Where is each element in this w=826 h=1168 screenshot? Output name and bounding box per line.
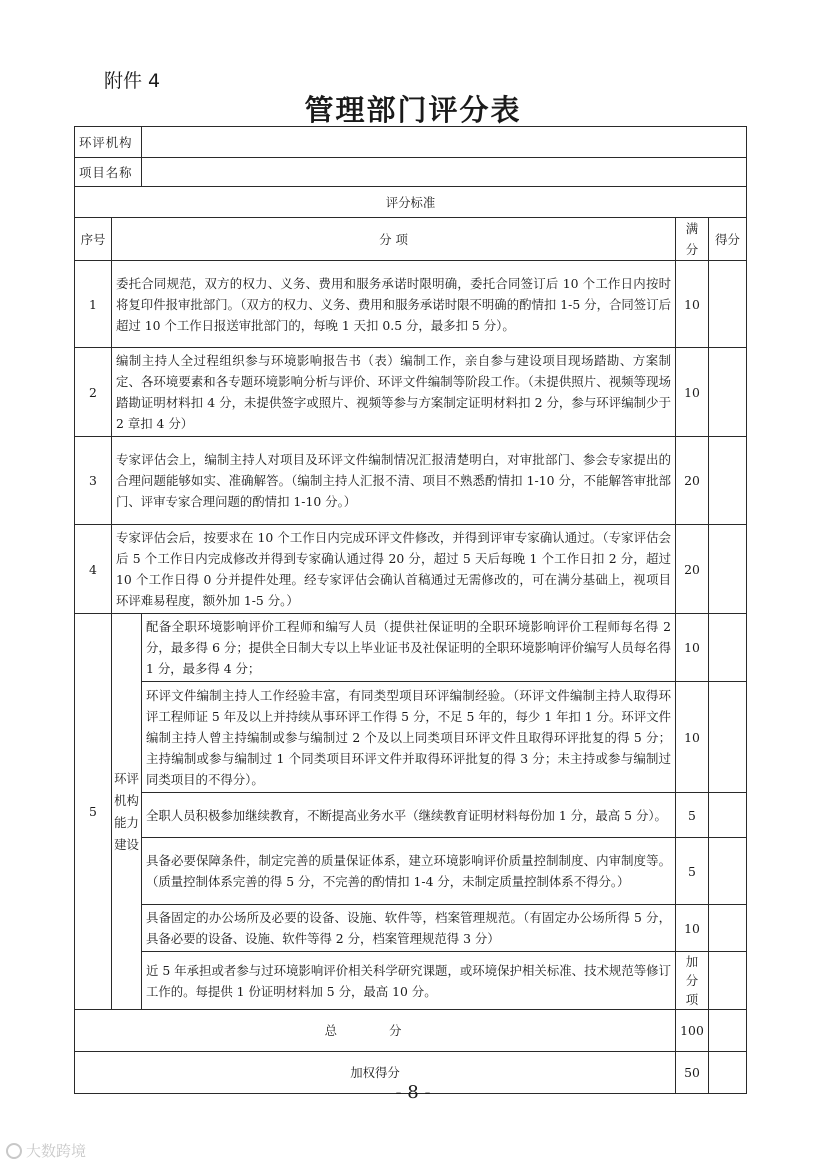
agency-field[interactable] [142, 127, 747, 158]
total-label: 总 分 [75, 1010, 676, 1052]
table-row [75, 525, 747, 614]
subitem-score-cell[interactable] [709, 614, 747, 682]
subitem-score-cell[interactable] [709, 838, 747, 905]
watermark-text: 大数跨境 [26, 1142, 87, 1160]
score-header: 得分 [709, 218, 747, 261]
table-row [75, 348, 747, 437]
row-item-text: 编制主持人全过程组织参与环境影响报告书（表）编制工作，亲自参与建设项目现场踏勘、方案制定、各环境要素和各专题环境影响分析与评价、环评文件编制等阶段工作。（未提供照片、视频等现场踏勘证明材料扣 4 分，未提供签字或照片、视频等参与方案制定证明材料扣 2 分，参与环评编制少于 2 章扣 4 分） [112, 348, 676, 437]
subitem-full-score: 10 [676, 682, 709, 793]
weighted-label: 加权得分 [75, 1052, 676, 1094]
total-score-cell[interactable] [709, 1010, 747, 1052]
item-header: 分 项 [112, 218, 676, 261]
row-seq: 5 [75, 614, 112, 1010]
subitem-full-score: 加分项 [676, 952, 709, 1010]
subitem-score-cell[interactable] [709, 682, 747, 793]
total-full-score: 100 [676, 1010, 709, 1052]
row-item-text: 委托合同规范，双方的权力、义务、费用和服务承诺时限明确，委托合同签订后 10 个工作日内按时将复印件报审批部门。（双方的权力、义务、费用和服务承诺时限不明确的酌情扣 1-5 分，合同签订后超过 10 个工作日报送审批部门的，每晚 1 天扣 0.5 分，最多扣 5 分）。 [112, 261, 676, 348]
subitem-full-score: 10 [676, 614, 709, 682]
watermark-logo-icon [6, 1143, 22, 1159]
row-seq: 4 [75, 525, 112, 614]
agency-label: 环评机构 [75, 127, 142, 158]
row-full-score: 10 [676, 348, 709, 437]
page-title: 管理部门评分表 [304, 93, 522, 127]
table-row [75, 793, 747, 838]
row-seq: 3 [75, 437, 112, 525]
row-full-score: 20 [676, 437, 709, 525]
subitem-text: 配备全职环境影响评价工程师和编写人员（提供社保证明的全职环境影响评价工程师每名得 2 分，最多得 6 分；提供全日制大专以上毕业证书及社保证明的全职环境影响评价编写人员每名得 1 分，最多得 4 分； [142, 614, 676, 682]
subitem-full-score: 5 [676, 793, 709, 838]
subitem-score-cell[interactable] [709, 905, 747, 952]
total-row [75, 1010, 747, 1052]
subitem-full-score: 10 [676, 905, 709, 952]
weighted-full-score: 50 [676, 1052, 709, 1094]
table-row [75, 682, 747, 793]
row-score-cell[interactable] [709, 437, 747, 525]
table-row [75, 261, 747, 348]
project-label: 项目名称 [75, 158, 142, 187]
score-table [74, 126, 747, 1094]
subitem-text: 具备固定的办公场所及必要的设备、设施、软件等，档案管理规范。（有固定办公场所得 5 分，具备必要的设备、设施、软件等得 2 分，档案管理规范得 3 分） [142, 905, 676, 952]
table-row [75, 437, 747, 525]
table-row [75, 614, 747, 682]
row-seq: 1 [75, 261, 112, 348]
project-field[interactable] [142, 158, 747, 187]
row-score-cell[interactable] [709, 261, 747, 348]
criteria-header: 评分标准 [75, 187, 747, 218]
row-item-text: 专家评估会后，按要求在 10 个工作日内完成环评文件修改，并得到评审专家确认通过。（专家评估会后 5 个工作日内完成修改并得到专家确认通过得 20 分，超过 5 天后每晚 1 个工作日扣 2 分，超过 10 个工作日得 0 分并提件处理。经专家评估会确认首稿通过无需修改的，可在满分基础上，视项目环评难易程度，额外加 1-5 分。） [112, 525, 676, 614]
row-full-score: 10 [676, 261, 709, 348]
page-number: - 8 - [395, 1082, 431, 1103]
attachment-label: 附件 4 [104, 70, 161, 92]
row-item-text: 专家评估会上，编制主持人对项目及环评文件编制情况汇报清楚明白，对审批部门、参会专家提出的合理问题能够如实、准确解答。（编制主持人汇报不清、项目不熟悉酌情扣 1-10 分，不能解答审批部门、评审专家合理问题的酌情扣 1-10 分。） [112, 437, 676, 525]
subitem-text: 具备必要保障条件，制定完善的质量保证体系，建立环境影响评价质量控制制度、内审制度等。（质量控制体系完善的得 5 分，不完善的酌情扣 1-4 分，未制定质量控制体系不得分。） [142, 838, 676, 905]
subitem-score-cell[interactable] [709, 952, 747, 1010]
subitem-text: 全职人员积极参加继续教育，不断提高业务水平（继续教育证明材料每份加 1 分，最高 5 分）。 [142, 793, 676, 838]
full-score-header: 满分 [676, 218, 709, 261]
row-seq: 2 [75, 348, 112, 437]
subitem-score-cell[interactable] [709, 793, 747, 838]
subitem-text: 环评文件编制主持人工作经验丰富，有同类型项目环评编制经验。（环评文件编制主持人取得环评工程师证 5 年及以上并持续从事环评工作得 5 分，不足 5 年的，每少 1 年扣 1 分。环评文件编制主持人曾主持编制或参与编制过 2 个及以上同类项目环评文件且取得环评批复的得 5 分；主持编制或参与编制过 1 个同类项目环评文件并取得环评批复的得 3 分；未主持或参与编制过同类项目的不得分）。 [142, 682, 676, 793]
subitem-full-score: 5 [676, 838, 709, 905]
table-row [75, 905, 747, 952]
subitem-text: 近 5 年承担或者参与过环境影响评价相关科学研究课题，或环境保护相关标准、技术规范等修订工作的。每提供 1 份证明材料加 5 分，最高 10 分。 [142, 952, 676, 1010]
seq-header: 序号 [75, 218, 112, 261]
row-score-cell[interactable] [709, 525, 747, 614]
watermark [6, 1140, 86, 1161]
category-label: 环评机构能力建设 [112, 614, 142, 1010]
row-score-cell[interactable] [709, 348, 747, 437]
table-row [75, 952, 747, 1010]
row-full-score: 20 [676, 525, 709, 614]
table-row [75, 838, 747, 905]
